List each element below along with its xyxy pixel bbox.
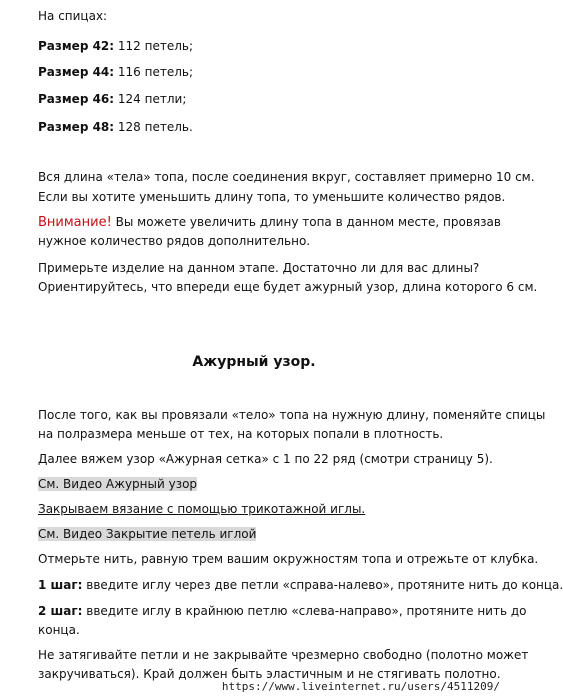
body-length-line-2: Если вы хотите уменьшить длину топа, то уменьшите количество рядов.: [38, 190, 506, 204]
try-on-line-1: Примерьте изделие на данном этапе. Достаточно ли для вас длины?: [38, 261, 480, 275]
note-line-1: Не затягивайте петли и не закрывайте чрезмерно свободно (полотно может: [38, 648, 529, 662]
size-label: Размер 46: [38, 92, 110, 106]
step-2-line-1: 2 шаг: введите иглу в крайнюю петлю «слева-направо», протяните нить до: [38, 604, 527, 618]
attention-label: Внимание!: [38, 215, 112, 230]
intro-text: На спицах:: [38, 9, 108, 23]
size-42-line: Размер 42: 112 петель;: [38, 39, 194, 53]
attention-line-2: нужное количество рядов дополнительно.: [38, 234, 311, 248]
size-value: 116 петель;: [114, 65, 194, 79]
close-knitting-text: Закрываем вязание с помощью трикотажной иглы.: [38, 502, 366, 516]
size-label: Размер 44: [38, 65, 110, 79]
video-link-openwork[interactable]: См. Видео Ажурный узор: [38, 477, 198, 491]
size-label: Размер 42: [38, 39, 110, 53]
note-line-2: закручиваться). Край должен быть эластичным и не стягивать полотно.: [38, 667, 501, 681]
size-value: 124 петли;: [114, 92, 187, 106]
step-2-line-2: конца.: [38, 623, 80, 637]
after-length-line-2: на полразмера меньше от тех, на которых попали в плотность.: [38, 427, 444, 441]
size-44-line: Размер 44: 116 петель;: [38, 65, 194, 79]
thread-text: Отмерьте нить, равную трем вашим окружностям топа и отрежьте от клубка.: [38, 552, 539, 566]
footer-url[interactable]: https://www.liveinternet.ru/users/4511209/: [221, 680, 500, 693]
pattern-text: Далее вяжем узор «Ажурная сетка» с 1 по 22 ряд (смотри страницу 5).: [38, 452, 493, 466]
size-46-line: Размер 46: 124 петли;: [38, 92, 187, 106]
body-length-line-1: Вся длина «тела» топа, после соединения вкруг, составляет примерно 10 см.: [38, 170, 535, 184]
video-link-closing[interactable]: См. Видео Закрытие петель иглой: [38, 527, 257, 541]
size-label: Размер 48: [38, 120, 110, 134]
step-label: 2 шаг:: [38, 604, 83, 618]
attention-line-1: Внимание! Вы можете увеличить длину топа в данном месте, провязав: [38, 215, 501, 230]
size-value: 112 петель;: [114, 39, 194, 53]
size-48-line: Размер 48: 128 петель.: [38, 120, 193, 134]
after-length-line-1: После того, как вы провязали «тело» топа на нужную длину, поменяйте спицы: [38, 408, 546, 422]
step-1: 1 шаг: введите иглу через две петли «справа-налево», протяните нить до конца.: [38, 578, 563, 592]
try-on-line-2: Ориентируйтесь, что впереди еще будет ажурный узор, длина которого 6 см.: [38, 280, 538, 294]
section-title: Ажурный узор.: [192, 354, 316, 370]
step-label: 1 шаг:: [38, 578, 83, 592]
size-value: 128 петель.: [114, 120, 193, 134]
